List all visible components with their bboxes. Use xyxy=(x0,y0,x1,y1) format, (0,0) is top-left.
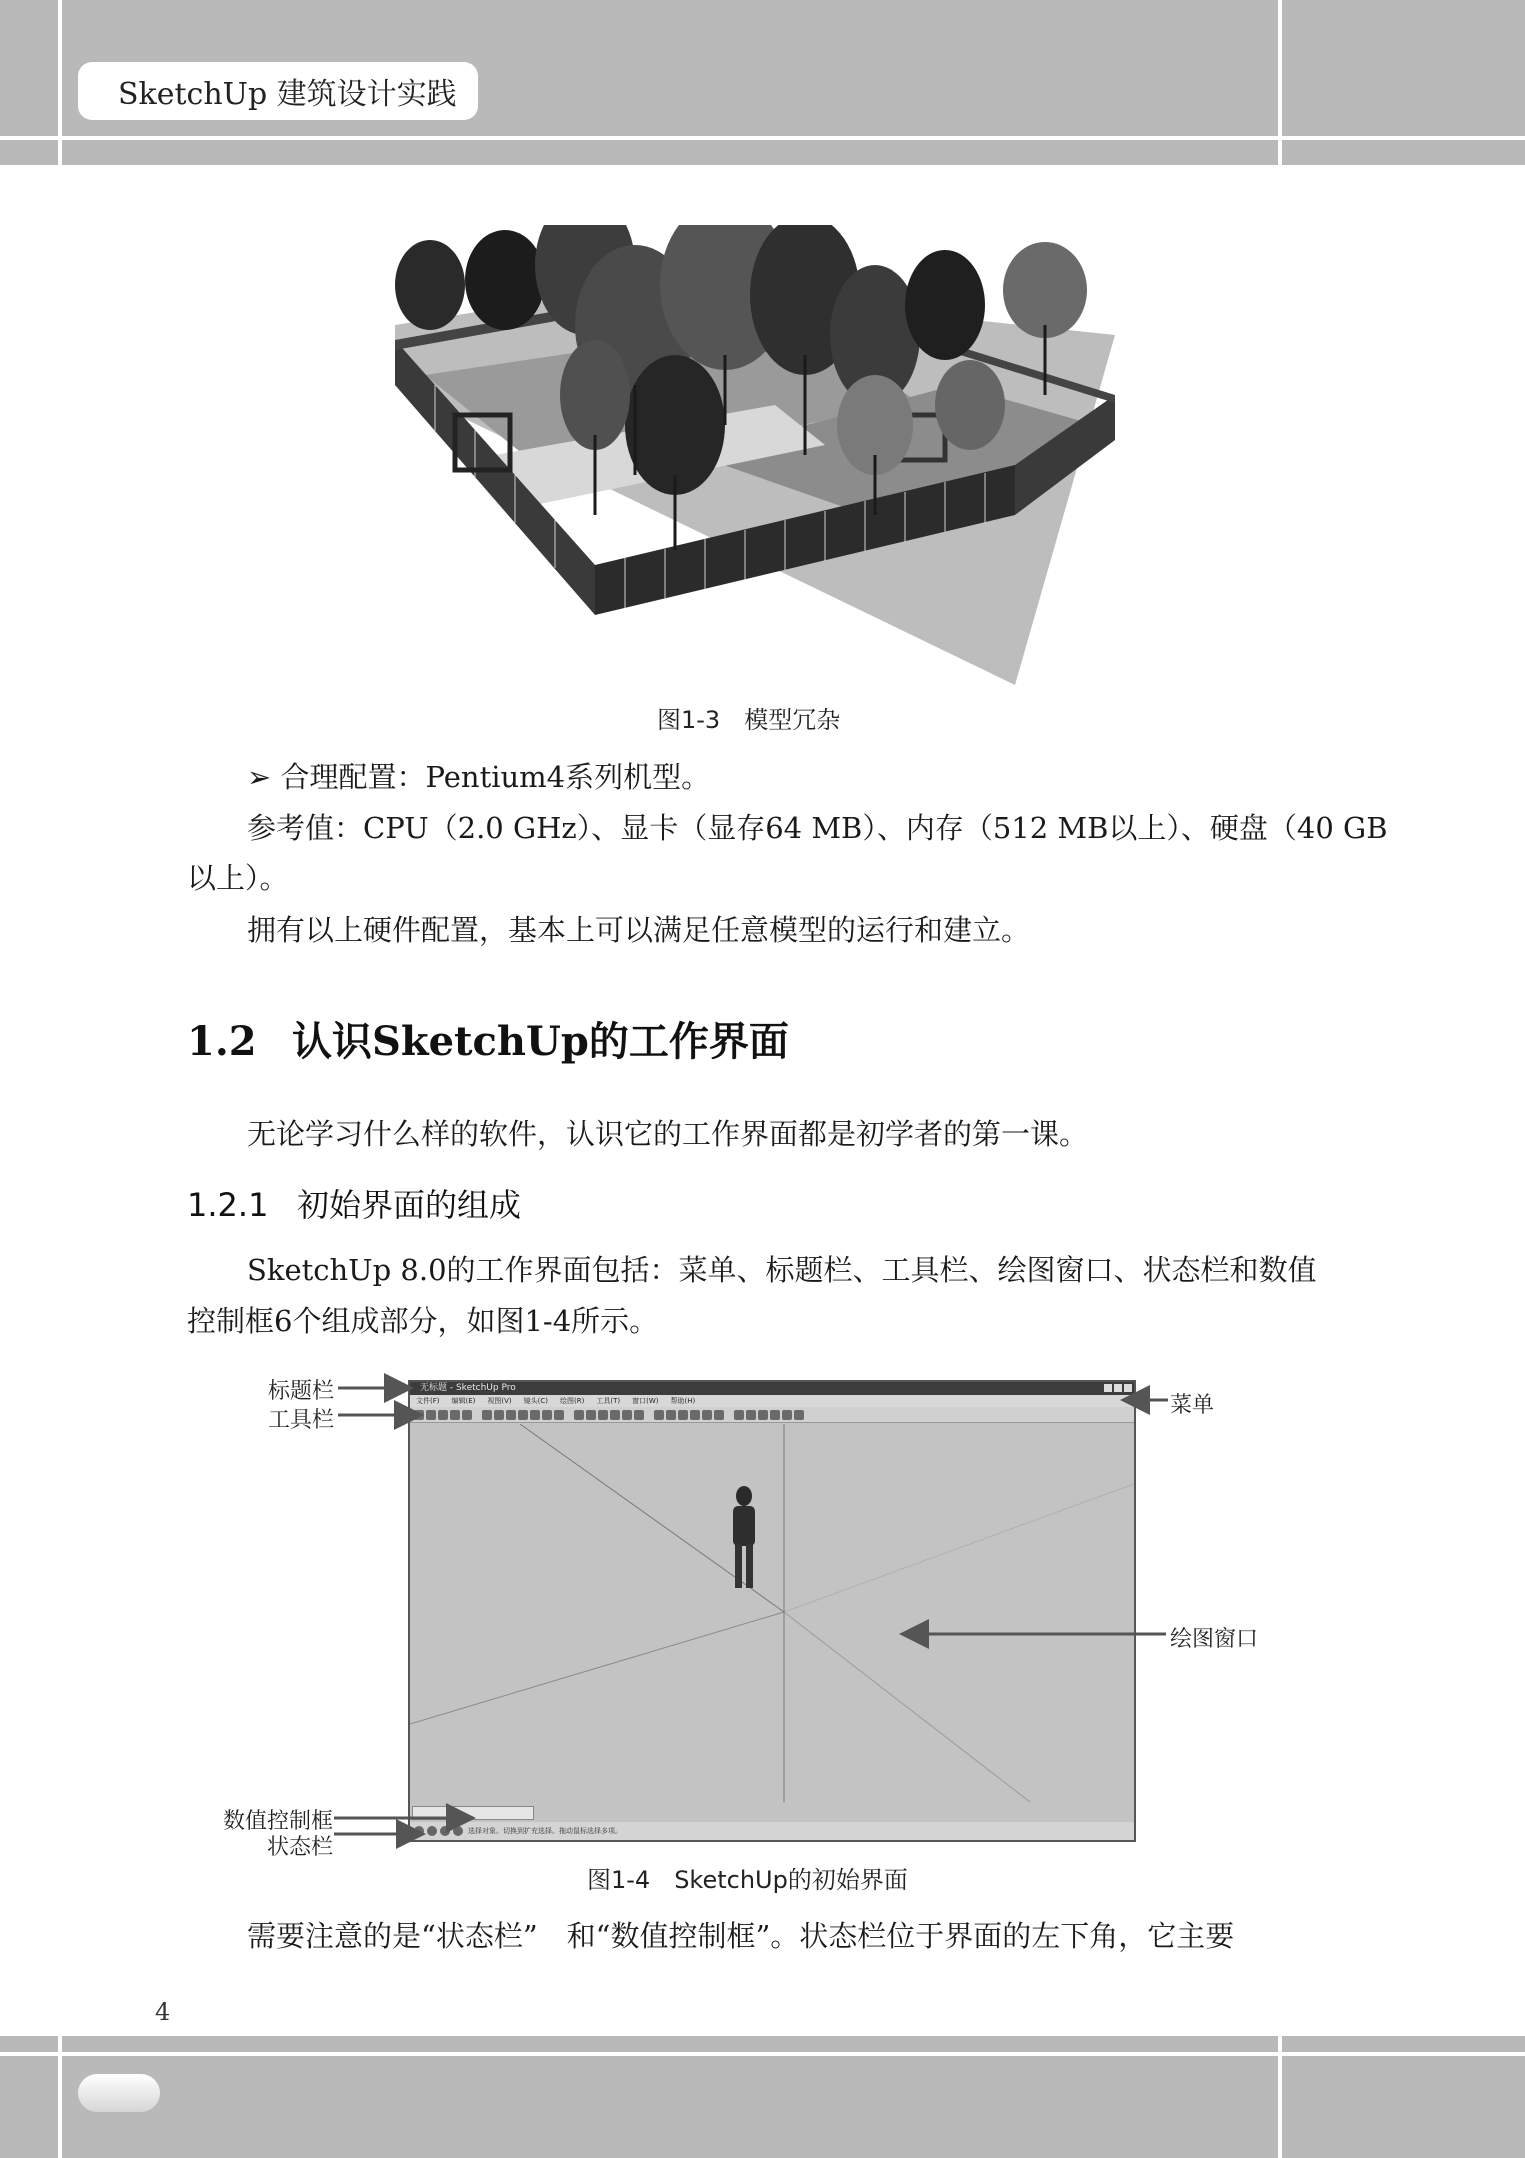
garden-model-image xyxy=(395,225,1115,685)
subsection-number: 1.2.1 xyxy=(187,1186,269,1224)
section-heading xyxy=(187,1010,789,1067)
minimize-icon xyxy=(1104,1384,1112,1392)
header-divider-right xyxy=(1278,0,1282,165)
sketchup-window-screenshot xyxy=(408,1380,1136,1842)
menu-edit: 编辑(E) xyxy=(451,1397,476,1405)
subsection-title: 初始界面的组成 xyxy=(297,1186,522,1224)
previous-view-icon xyxy=(622,1410,632,1420)
sketchup-title-bar xyxy=(410,1382,1134,1395)
instructor-icon xyxy=(453,1826,463,1836)
push-pull-tool-icon xyxy=(506,1410,516,1420)
value-control-box xyxy=(412,1806,534,1820)
sketchup-window-title: 无标题 - SketchUp Pro xyxy=(420,1383,516,1393)
sketchup-status-bar xyxy=(410,1822,1134,1840)
status-hint-text: 选择对象。切换到扩充选择。拖动鼠标选择多项。 xyxy=(468,1827,622,1835)
section-plane-tool-icon xyxy=(678,1410,688,1420)
footer-divider-left xyxy=(58,2036,62,2158)
iso-view-icon xyxy=(734,1410,744,1420)
bullet-recommended-config: ➢ 合理配置：Pentium4系列机型。 xyxy=(247,760,711,794)
next-view-icon xyxy=(634,1410,644,1420)
offset-tool-icon xyxy=(554,1410,564,1420)
walk-tool-icon xyxy=(654,1410,664,1420)
component-icon xyxy=(714,1410,724,1420)
sketchup-menu-bar xyxy=(410,1395,1134,1407)
book-title: SketchUp 建筑设计实践 xyxy=(78,62,478,120)
figure-1-4-caption: 图1-4 SketchUp的初始界面 xyxy=(587,1866,908,1894)
look-around-tool-icon xyxy=(666,1410,676,1420)
front-view-icon xyxy=(758,1410,768,1420)
menu-camera: 镜头(C) xyxy=(523,1397,549,1405)
orbit-tool-icon xyxy=(574,1410,584,1420)
pencil-tool-icon xyxy=(426,1410,436,1420)
menu-file: 文件(F) xyxy=(416,1397,440,1405)
top-view-icon xyxy=(746,1410,756,1420)
pan-tool-icon xyxy=(586,1410,596,1420)
credits-icon xyxy=(427,1826,437,1836)
callout-status-bar: 状态栏 xyxy=(267,1835,334,1860)
reference-values-line2: 以上）。 xyxy=(187,861,289,895)
sketchup-toolbar xyxy=(410,1407,1134,1423)
menu-draw: 绘图(R) xyxy=(560,1397,585,1405)
menu-view: 视图(V) xyxy=(487,1397,512,1405)
circle-tool-icon xyxy=(450,1410,460,1420)
reference-values-line1: 参考值：CPU（2.0 GHz）、显卡（显存64 MB）、内存（512 MB以上）、硬盘（40 GB xyxy=(247,811,1388,845)
subsection-heading xyxy=(187,1180,521,1226)
menu-tools: 工具(T) xyxy=(596,1397,621,1405)
components-paragraph-line2: 控制框6个组成部分，如图1-4所示。 xyxy=(187,1304,659,1338)
help-icon xyxy=(440,1826,450,1836)
right-view-icon xyxy=(770,1410,780,1420)
close-icon xyxy=(1124,1384,1132,1392)
paint-tool-icon xyxy=(494,1410,504,1420)
intro-paragraph: 无论学习什么样的软件，认识它的工作界面都是初学者的第一课。 xyxy=(247,1117,1089,1151)
note-paragraph: 需要注意的是“状态栏” 和“数值控制框”。状态栏位于界面的左下角，它主要 xyxy=(247,1919,1235,1953)
section-number: 1.2 xyxy=(187,1018,257,1065)
rectangle-tool-icon xyxy=(438,1410,448,1420)
get-models-icon xyxy=(690,1410,700,1420)
zoom-extents-tool-icon xyxy=(610,1410,620,1420)
geo-location-icon xyxy=(414,1826,424,1836)
header-rule xyxy=(0,136,1525,140)
page-number: 4 xyxy=(155,1998,171,2026)
callout-menu: 菜单 xyxy=(1170,1393,1215,1418)
zoom-tool-icon xyxy=(598,1410,608,1420)
select-tool-icon xyxy=(414,1410,424,1420)
callout-drawing-window: 绘图窗口 xyxy=(1170,1627,1259,1652)
footer-pill-decoration xyxy=(78,2074,160,2112)
rotate-tool-icon xyxy=(530,1410,540,1420)
eraser-tool-icon xyxy=(482,1410,492,1420)
menu-window: 窗口(W) xyxy=(632,1397,659,1405)
figure-1-3-caption: 图1-3 模型冗杂 xyxy=(657,706,841,734)
share-model-icon xyxy=(702,1410,712,1420)
callout-toolbar: 工具栏 xyxy=(268,1408,335,1433)
menu-help: 帮助(H) xyxy=(670,1397,696,1405)
move-tool-icon xyxy=(518,1410,528,1420)
callout-title-bar: 标题栏 xyxy=(268,1379,335,1404)
window-buttons xyxy=(1104,1384,1132,1392)
footer-divider-right xyxy=(1278,2036,1282,2158)
left-view-icon xyxy=(794,1410,804,1420)
callout-value-control-box: 数值控制框 xyxy=(223,1809,334,1834)
hardware-summary: 拥有以上硬件配置，基本上可以满足任意模型的运行和建立。 xyxy=(247,913,1031,947)
header-divider-left xyxy=(58,0,62,165)
sketchup-drawing-canvas xyxy=(410,1424,1134,1802)
arc-tool-icon xyxy=(462,1410,472,1420)
scale-tool-icon xyxy=(542,1410,552,1420)
section-title: 认识SketchUp的工作界面 xyxy=(292,1018,789,1065)
status-icons xyxy=(414,1826,463,1836)
maximize-icon xyxy=(1114,1384,1122,1392)
footer-rule xyxy=(0,2052,1525,2056)
components-paragraph-line1: SketchUp 8.0的工作界面包括：菜单、标题栏、工具栏、绘图窗口、状态栏和数值 xyxy=(247,1253,1317,1287)
back-view-icon xyxy=(782,1410,792,1420)
